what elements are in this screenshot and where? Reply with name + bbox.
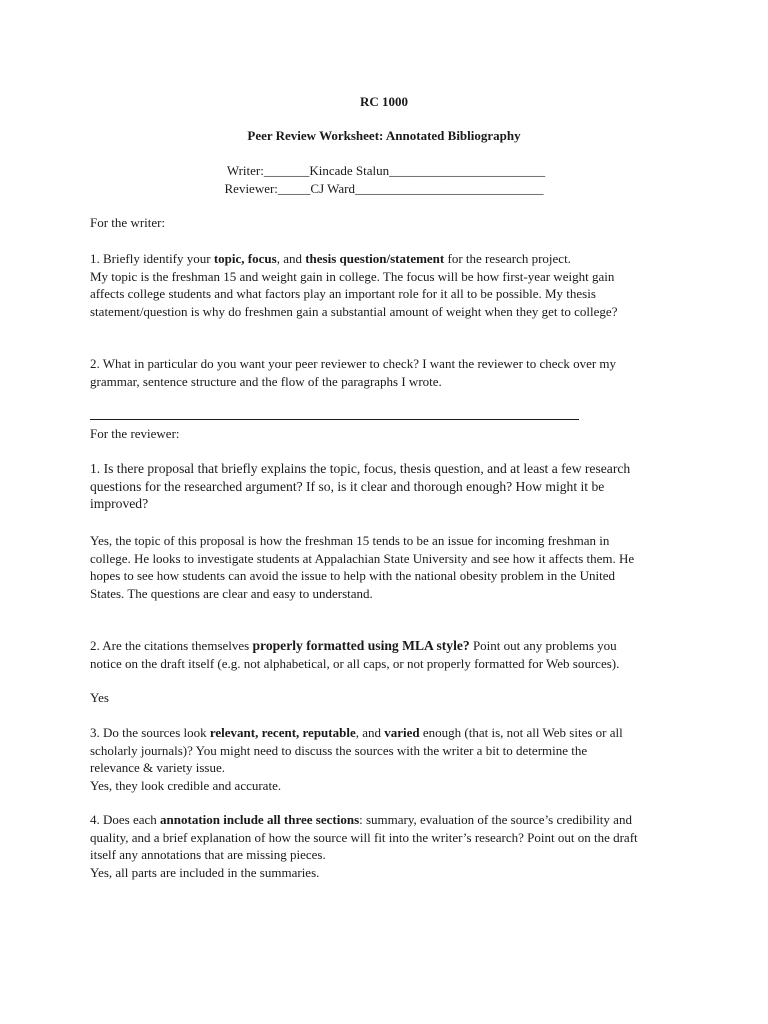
reviewer-heading bbox=[90, 425, 690, 443]
reviewer-q2-line: notice on the draft itself (e.g. not alphabetical, or all caps, or not properly formatted for Web sources). bbox=[90, 655, 620, 671]
writer-q2-line: grammar, sentence structure and the flow of the paragraphs I wrote. bbox=[90, 373, 442, 389]
writer-heading-text: For the writer: bbox=[90, 215, 166, 230]
worksheet-title: Peer Review Worksheet: Annotated Bibliography bbox=[247, 128, 521, 143]
reviewer-heading-text: For the reviewer: bbox=[90, 426, 180, 441]
writer-question-1 bbox=[90, 250, 690, 320]
reviewer-q3-prompt: 3. Do the sources look relevant, recent, reputable, and varied enough (that is, not all Web sites or all bbox=[90, 725, 623, 740]
course-code: RC 1000 bbox=[359, 94, 409, 109]
reviewer-question-4 bbox=[90, 811, 690, 881]
reviewer-q3-line: relevance & variety issue. bbox=[90, 760, 225, 775]
reviewer-q4-line: quality, and a brief explanation of how the source will fit into the writer’s research? Point out on the draft bbox=[90, 829, 638, 845]
writer-heading bbox=[90, 214, 690, 232]
writer-q1-answer-line: affects college students and what factors play an important role for it all to be possible. My thesis bbox=[90, 286, 596, 301]
writer-q1-answer-line: statement/question is why do freshmen gain a substantial amount of weight when they get to college? bbox=[90, 303, 618, 319]
reviewer-q4-answer: Yes, all parts are included in the summaries. bbox=[90, 864, 320, 880]
reviewer-q2-prompt: 2. Are the citations themselves properly formatted using MLA style? Point out any problems you bbox=[90, 638, 617, 653]
writer-line: Writer:_______Kincade Stalun________________________ bbox=[226, 163, 546, 178]
reviewer-q3-line: scholarly journals)? You might need to discuss the sources with the writer a bit to determine the bbox=[90, 742, 588, 758]
writer-q1-prompt: 1. Briefly identify your topic, focus, and thesis question/statement for the research project. bbox=[90, 251, 571, 266]
reviewer-q1-line: improved? bbox=[90, 496, 149, 511]
writer-question-2 bbox=[90, 355, 690, 390]
reviewer-line: Reviewer:_____CJ Ward_____________________________ bbox=[224, 181, 544, 196]
reviewer-q1-answer-line: college. He looks to investigate students at Appalachian State University and see how it affects them. He bbox=[90, 550, 635, 566]
writer-q1-answer-line: My topic is the freshman 15 and weight gain in college. The focus will be how first-year weight gain bbox=[90, 268, 615, 284]
reviewer-q1-answer bbox=[90, 532, 690, 602]
reviewer-question-3 bbox=[90, 724, 690, 794]
reviewer-q1-answer-line: Yes, the topic of this proposal is how the freshman 15 tends to be an issue for incoming freshman in bbox=[90, 533, 610, 548]
reviewer-q1-line: 1. Is there proposal that briefly explains the topic, focus, thesis question, and at least a few research bbox=[90, 461, 631, 476]
reviewer-q1-line: questions for the researched argument? If so, is it clear and thorough enough? How might it be bbox=[90, 478, 605, 494]
section-divider bbox=[90, 419, 579, 420]
reviewer-q2-answer-text: Yes bbox=[90, 690, 109, 705]
reviewer-q2-answer bbox=[90, 689, 690, 707]
reviewer-q4-line: itself any annotations that are missing pieces. bbox=[90, 847, 326, 862]
reviewer-q3-answer: Yes, they look credible and accurate. bbox=[90, 777, 282, 793]
reviewer-q1-answer-line: States. The questions are clear and easy to understand. bbox=[90, 585, 373, 601]
reviewer-q4-prompt: 4. Does each annotation include all three sections: summary, evaluation of the source’s credibility and bbox=[90, 812, 632, 827]
reviewer-question-1 bbox=[90, 460, 690, 513]
writer-q2-line: 2. What in particular do you want your peer reviewer to check? I want the reviewer to check over my bbox=[90, 356, 617, 371]
reviewer-question-2 bbox=[90, 637, 690, 672]
reviewer-q1-answer-line: hopes to see how students can avoid the issue to help with the national obesity problem in the United bbox=[90, 568, 615, 583]
